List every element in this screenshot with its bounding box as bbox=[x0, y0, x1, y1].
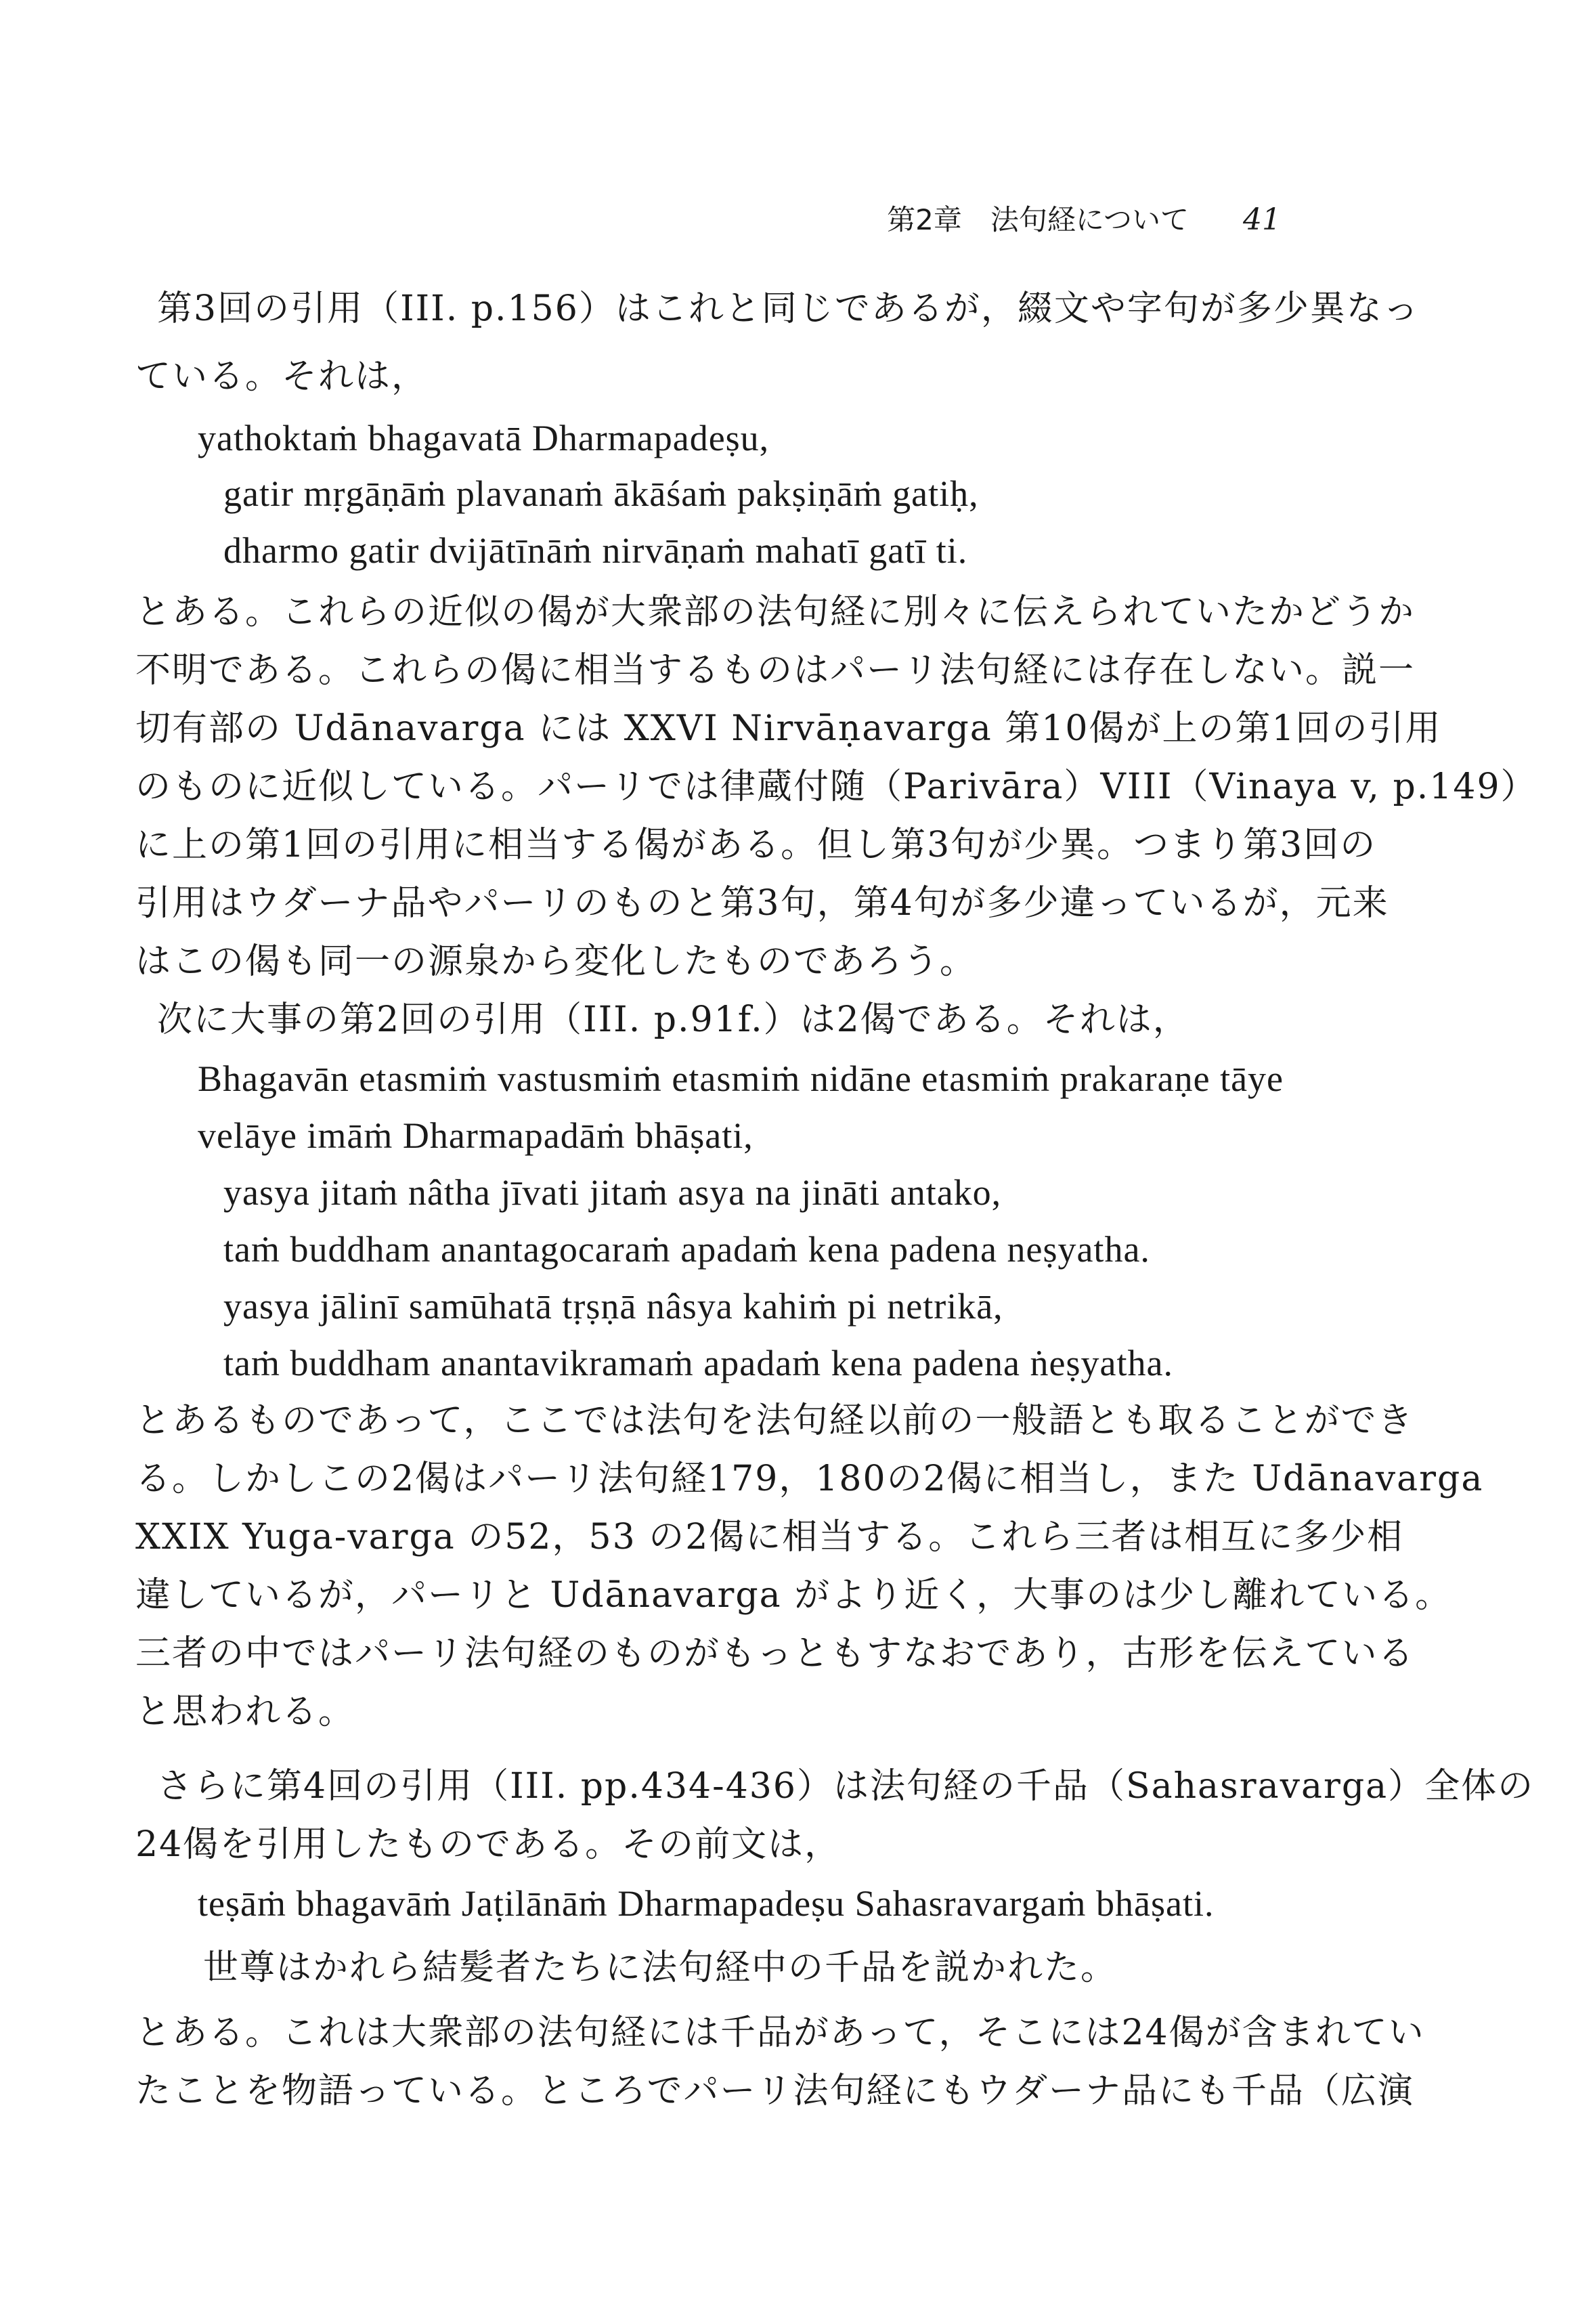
running-header bbox=[887, 198, 1281, 238]
text-line: たことを物語っている。ところでパーリ法句経にもウダーナ品にも千品（広演 bbox=[135, 2071, 1414, 2111]
quote-line: teṣāṁ bhagavāṁ Jaṭilānāṁ Dharmapadeṣu Sahasravargaṁ bhāṣati. bbox=[198, 1883, 1215, 1924]
quote-line: yathoktaṁ bhagavatā Dharmapadeṣu, bbox=[198, 418, 770, 458]
text-line: 24偈を引用したものである。その前文は， bbox=[135, 1824, 842, 1865]
quote-line: Bhagavān etasmiṁ vastusmiṁ etasmiṁ nidāne etasmiṁ prakaraṇe tāye bbox=[198, 1058, 1284, 1099]
verse-line: dharmo gatir dvijātīnāṁ nirvāṇaṁ mahatī gatī ti. bbox=[223, 530, 968, 571]
text-line: のものに近似している。パーリでは律蔵付随（Parivāra）VIII（Vinaya v, p.149） bbox=[135, 767, 1537, 807]
verse-line: taṁ buddham anantavikramaṁ apadaṁ kena padena ṅeṣyatha. bbox=[223, 1343, 1173, 1383]
text-line: はこの偈も同一の源泉から変化したものであろう。 bbox=[135, 941, 977, 982]
text-line: 違しているが，パーリと Udānavarga がより近く，大事のは少し離れている。 bbox=[135, 1575, 1452, 1616]
text-line: XXIX Yuga-varga の52，53 の2偈に相当する。これら三者は相互に多少相 bbox=[135, 1517, 1404, 1557]
text-line: 不明である。これらの偈に相当するものはパーリ法句経には存在しない。説一 bbox=[135, 650, 1416, 691]
text-line: 引用はウダーナ品やパーリのものと第3句，第4句が多少違っているが，元来 bbox=[135, 883, 1389, 924]
translation-line: 世尊はかれら結髪者たちに法句経中の千品を説かれた。 bbox=[203, 1948, 1118, 1988]
text-line: と思われる。 bbox=[135, 1692, 355, 1732]
text-line: とある。これらの近似の偈が大衆部の法句経に別々に伝えられていたかどうか bbox=[135, 592, 1416, 632]
page-number: 41 bbox=[1243, 202, 1281, 237]
text-line: 切有部の Udānavarga には XXVI Nirvāṇavarga 第10偈が上の第1回の引用 bbox=[135, 708, 1442, 749]
text-line: に上の第1回の引用に相当する偈がある。但し第3句が少異。つまり第3回の bbox=[135, 825, 1377, 865]
chapter-title: 第2章 法句経について bbox=[887, 203, 1189, 236]
verse-line: yasya jitaṁ nâtha jīvati jitaṁ asya na jināti antako, bbox=[223, 1172, 1002, 1213]
text-line: とある。これは大衆部の法句経には千品があって，そこには24偈が含まれてい bbox=[135, 2013, 1425, 2053]
text-line: る。しかしこの2偈はパーリ法句経179，180の2偈に相当し，また Udānavarga bbox=[135, 1459, 1484, 1499]
text-line: ている。それは， bbox=[135, 356, 429, 397]
quote-line: velāye imāṁ Dharmapadāṁ bhāṣati, bbox=[198, 1115, 754, 1156]
verse-line: gatir mṛgāṇāṁ plavanaṁ ākāśaṁ pakṣiṇāṁ gatiḥ, bbox=[223, 473, 979, 514]
text-line: とあるものであって，ここでは法句を法句経以前の一般語とも取ることができ bbox=[135, 1400, 1414, 1441]
text-line: さらに第4回の引用（III. pp.434-436）は法句経の千品（Sahasravarga）全体の bbox=[157, 1766, 1535, 1807]
text-line: 三者の中ではパーリ法句経のものがもっともすなおであり，古形を伝えている bbox=[135, 1633, 1415, 1674]
verse-line: yasya jālinī samūhatā tṛṣṇā nâsya kahiṁ pi netrikā, bbox=[223, 1286, 1003, 1327]
text-line: 次に大事の第2回の引用（III. p.91f.）は2偈である。それは， bbox=[157, 999, 1189, 1040]
text-line: 第3回の引用（III. p.156）はこれと同じであるが，綴文や字句が多少異なっ bbox=[157, 288, 1420, 329]
verse-line: taṁ buddham anantagocaraṁ apadaṁ kena padena neṣyatha. bbox=[223, 1229, 1150, 1270]
